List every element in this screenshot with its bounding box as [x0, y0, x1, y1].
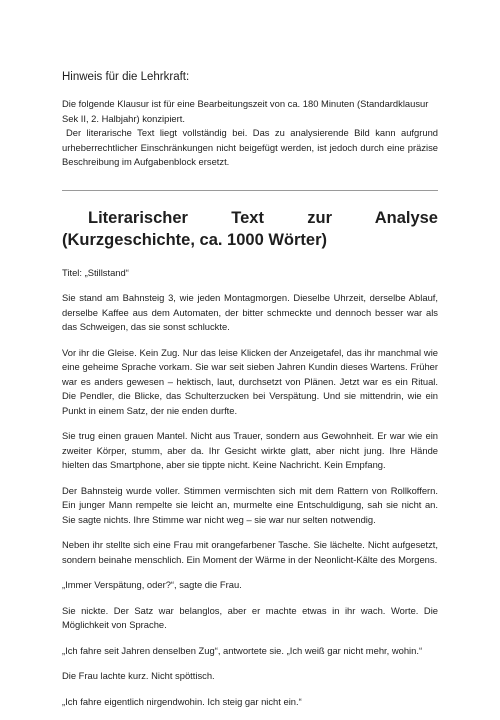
story-paragraph: Neben ihr stellte sich eine Frau mit orangefarbener Tasche. Sie lächelte. Nicht aufgesetzt, sondern beinahe menschlich. Ein Moment der Wärme in der Neonlicht-Kälte des Morgens.: [62, 539, 438, 565]
story-paragraph: Die Frau lachte kurz. Nicht spöttisch.: [62, 670, 215, 681]
story-paragraph: „Ich fahre seit Jahren denselben Zug“, antwortete sie. „Ich weiß gar nicht mehr, wohin.“: [62, 644, 423, 656]
teacher-note-heading: Hinweis für die Lehrkraft:: [62, 71, 190, 83]
story-paragraph: „Immer Verspätung, oder?“, sagte die Frau.: [62, 579, 242, 590]
story-paragraph: Sie stand am Bahnsteig 3, wie jeden Montagmorgen. Dieselbe Uhrzeit, derselbe Ablauf, derselbe Kaffee aus dem Automaten, der bitter schmeckte und dennoch besser war als das Schweigen, das sie sonst schluckte.: [62, 292, 438, 332]
story-title: Titel: „Stillstand“: [62, 266, 129, 278]
story-paragraph: Sie nickte. Der Satz war belanglos, aber er machte etwas in ihr wach. Worte. Die Möglichkeit von Sprache.: [62, 604, 438, 630]
teacher-note-paragraph-1: Die folgende Klausur ist für eine Bearbeitungszeit von ca. 180 Minuten (Standardklausur Sek II, 2. Halbjahr) konzipiert.: [62, 98, 429, 124]
document-page: [62, 70, 438, 720]
section-divider: [62, 190, 438, 191]
story-paragraph: Der Bahnsteig wurde voller. Stimmen vermischten sich mit dem Rattern von Rollkoffern. Ein junger Mann rempelte sie leicht an, murmelte eine Entschuldigung, sah sie nicht an. Sie sagte nichts. Ihre Stimme war nicht weg – sie war nur selten notwendig.: [62, 484, 438, 525]
teacher-note-paragraph-2: Der literarische Text liegt vollständig bei. Das zu analysierende Bild kann aufgrund urheberrechtlicher Einschränkungen nicht beigefügt werden, ist jedoch durch eine präzise Beschreibung im Aufgabenblock ersetzt.: [62, 127, 438, 167]
story-paragraph: Vor ihr die Gleise. Kein Zug. Nur das leise Klicken der Anzeigetafel, das ihr manchmal wie eine geheime Sprache vorkam. Sie war seit sieben Jahren Kundin dieses Wartens. Früher war es anders gewesen – hektisch, laut, durchsetzt von Plänen. Jetzt war es ein Ritual. Die Pendler, die Blicke, das Schulterzucken bei Verspätung. Und sie mittendrin, wie ein Punkt in einem Satz, der nie enden durfte.: [62, 346, 438, 416]
story-paragraph: „Ich fahre eigentlich nirgendwohin. Ich steig gar nicht ein.“: [62, 695, 302, 707]
section-title: Literarischer Text zur Analyse (Kurzgeschichte, ca. 1000 Wörter): [62, 208, 438, 249]
story-paragraph: Sie trug einen grauen Mantel. Nicht aus Trauer, sondern aus Gewohnheit. Er war wie ein zweiter Körper, stumm, aber da. Ihr Gesicht wirkte glatt, aber nicht jung. Ihre Hände hielten das Smartphone, aber sie tippte nicht. Keine Nachricht. Kein Empfang.: [62, 430, 438, 470]
